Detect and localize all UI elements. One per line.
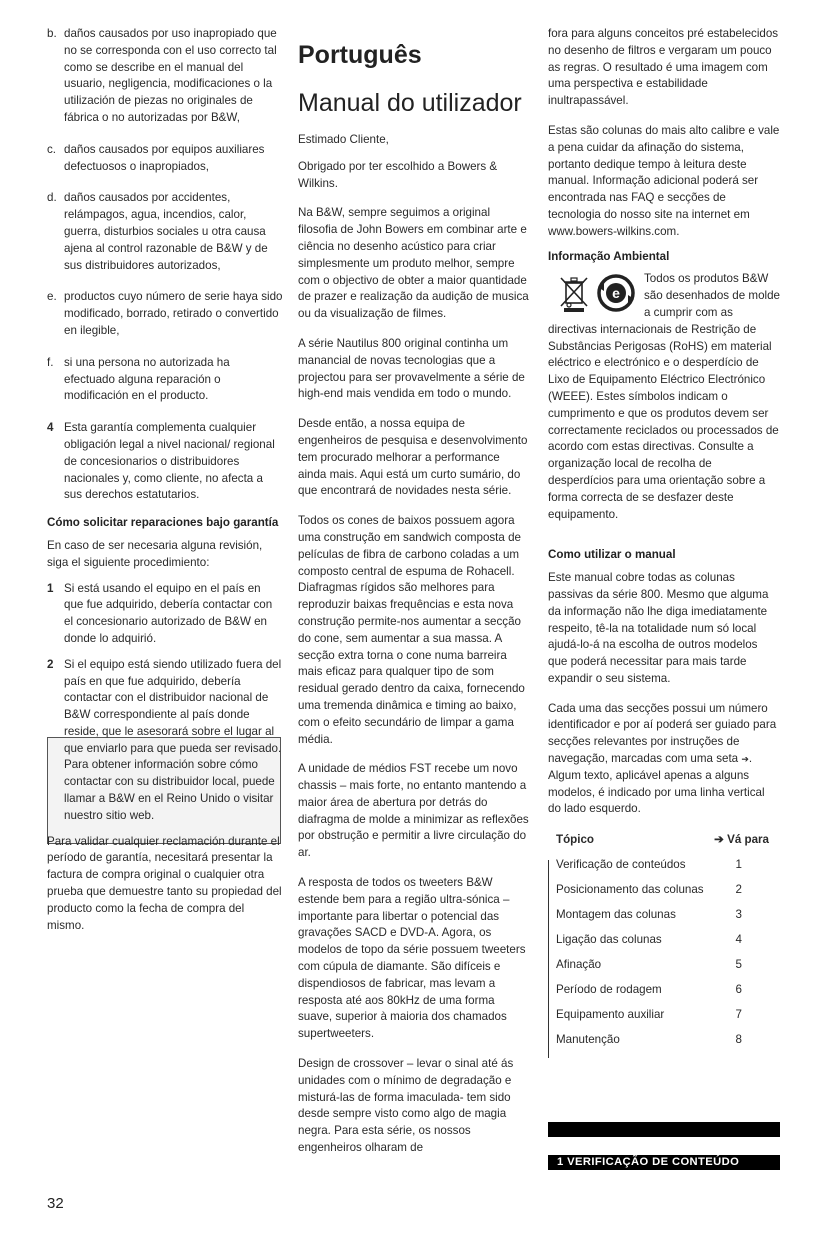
row-page: 6 [735, 983, 742, 997]
table-row [548, 982, 780, 1007]
list-item [47, 26, 283, 127]
row-page: 8 [735, 1033, 742, 1047]
list-label: c. [47, 142, 57, 156]
row-page: 1 [735, 858, 742, 872]
row-page: 3 [735, 908, 742, 922]
paragraph: Estimado Cliente, [298, 133, 389, 146]
section-heading [548, 1155, 780, 1170]
list-text: Esta garantía complementa cualquier obligación legal a nivel nacional/ regional de concesionarios o distribuidores nacionales y, como cliente, no afecta a sus derechos estatutarios. [64, 421, 275, 502]
paragraph: A unidade de médios FST recebe um novo chassis – mais forte, no entanto mantendo a maior área de abertura por detrás do diafragma de molde a minimizar as reflexões por obstrução e permitir a livre circulação do ar. [298, 762, 529, 860]
row-page: 5 [735, 958, 742, 972]
section-heading-text: 1 VERIFICAÇÃO DE CONTEÚDO [557, 1156, 740, 1168]
row-topic: Afinação [556, 958, 602, 972]
list-label: e. [47, 290, 57, 304]
table-header [548, 832, 780, 857]
list-item [47, 420, 283, 504]
list-text: Si está usando el equipo en el país en que fue adquirido, debería contactar con el concesionario autorizado de B&W en donde lo adquirió. [64, 581, 273, 645]
list-label: 1 [47, 581, 54, 595]
intro-paragraph: En caso de ser necesaria alguna revisión, siga el siguiente procedimiento: [47, 538, 263, 569]
list-item [47, 289, 283, 339]
list-item [47, 190, 283, 274]
list-label: 2 [47, 657, 54, 671]
paragraph: Na B&W, sempre seguimos a original filosofia de John Bowers em combinar arte e ciência no desenho acústico para criar simplesmente um produto melhor, sempre com o objectivo de obter a maior quantidade de prazer e realização da audição de musica ou da visualização de filmes. [298, 206, 529, 321]
vertical-rule [548, 860, 549, 1058]
table-row [548, 932, 780, 957]
paragraph: Este manual cobre todas as colunas passivas da série 800. Mesmo que alguma da informação não lhe diga imediatamente respeito, tê-la na totalidade num só local ajudá-lo-á na escolha de outros modelos que poderá necessitar para mais tarde expandir o seu sistema. [548, 571, 769, 685]
environment-section [548, 271, 780, 523]
table-row [548, 857, 780, 882]
list-label: 4 [47, 421, 54, 435]
row-topic: Período de rodagem [556, 983, 662, 997]
table-row [548, 1032, 780, 1057]
manual-title: Manual do utilizador [298, 89, 522, 117]
list-text: productos cuyo número de serie haya sido modificado, borrado, retirado o convertido en ilegible, [64, 290, 283, 337]
page-number: 32 [47, 1195, 64, 1212]
table-row [548, 957, 780, 982]
arrow-icon: ➔ [741, 754, 749, 765]
table-row [548, 1007, 780, 1032]
paragraph: fora para alguns conceitos pré estabelecidos no desenho de filtros e vergaram um pouco as regras. O resultado é uma imagem com uma perspectiva e estabilidade inultrapassável. [548, 27, 779, 108]
list-text: daños causados por equipos auxiliares defectuosos o inapropiados, [64, 142, 265, 173]
row-page: 2 [735, 883, 742, 897]
closing-paragraph: Para validar cualquier reclamación durante el período de garantía, necesitará presentar la factura de compra original o cualquier otra prueba que demuestre tanto su propiedad del producto como la fecha de compra del mismo. [47, 834, 282, 932]
column-left [47, 26, 283, 947]
row-topic: Montagem das colunas [556, 908, 676, 922]
list-label: b. [47, 27, 57, 40]
list-text: daños causados por uso inapropiado que no se corresponda con el uso correcto tal como se describe en el manual del usuario, negligencia, modificaciones o la utilización de piezas no originales de fábrica o no autorizadas por B&W, [64, 27, 277, 124]
how-to-use-heading: Como utilizar o manual [548, 548, 676, 562]
row-topic: Posicionamento das colunas [556, 883, 704, 897]
environment-paragraph: Todos os produtos B&W são desenhados de molde a cumprir com as directivas internacionais de Restrição de Substâncias Perigosas (RoHS) em material eléctrico e electrónico e o desperdício de Lixo de Equipamento Eléctrico Electrónico (WEEE). Estes símbolos indicam o cumprimento e que os produtos devem ser correctamente reciclados ou processados de acordo com estas directivas. Consulte a organização local de recolha de desperdícios para uma orientação sobre a forma correcta de se desfazer deste equipamento. [548, 272, 781, 521]
column-header-topic: Tópico [556, 833, 594, 847]
list-item [47, 355, 283, 405]
list-label: f. [47, 355, 54, 369]
warranty-repair-heading: Cómo solicitar reparaciones bajo garantía [47, 516, 279, 530]
text-segment: Cada uma das secções possui um número identificador e por aí poderá ser guiado para secções relevantes por instruções de navegação, marcadas com uma seta [548, 701, 777, 766]
environment-heading: Informação Ambiental [548, 249, 670, 263]
list-item [47, 142, 283, 176]
list-item [47, 657, 283, 825]
compliance-icons [552, 271, 636, 315]
row-topic: Ligação das colunas [556, 933, 662, 947]
contents-table [548, 832, 780, 1057]
row-topic: Manutenção [556, 1033, 620, 1047]
weee-crossed-bin-icon [556, 273, 592, 313]
svg-text:e: e [612, 285, 620, 302]
e-recycling-mark-icon [596, 273, 636, 313]
list-text: Si el equipo está siendo utilizado fuera del país en que fue adquirido, debería contactar con el distribuidor nacional de B&W correspondiente al país donde reside, que le asesorará sobre el lugar al que enviarlo para que pueda ser revisado. Para obtener información sobre cómo contactar con su distribuidor local, puede llamar a B&W en el Reino Unido o visitar nuestro sitio web. [64, 657, 282, 822]
paragraph: Estas são colunas do mais alto calibre e vale a pena cuidar da afinação do sistema, portanto dedique tempo à leitura deste manual. Informação adicional poderá ser encontrada nas FAQ e secções de tecnologia do nosso site na internet em www.bowers-wilkins.com. [548, 123, 780, 238]
table-row [548, 907, 780, 932]
row-page: 7 [735, 1008, 742, 1022]
paragraph [548, 701, 780, 819]
black-divider-bar [548, 1122, 780, 1137]
language-title: Português [298, 41, 422, 69]
paragraph: Obrigado por ter escolhido a Bowers & Wilkins. [298, 159, 498, 190]
list-label: d. [47, 191, 57, 205]
list-item [47, 581, 283, 648]
table-row [548, 882, 780, 907]
row-topic: Verificação de conteúdos [556, 858, 686, 872]
paragraph: Design de crossover – levar o sinal até ás unidades com o mínimo de degradação e misturá-las de forma imaculada- tem sido desde sempre visto como algo de magia negra. Para esta série, os nossos engenheiros olharam de [298, 1057, 514, 1155]
paragraph: Desde então, a nossa equipa de engenheiros de pesquisa e desenvolvimento tem procurado melhorar a performance ainda mais. Aqui está um curto sumário, do que encontrará de novidades nesta série. [298, 417, 528, 498]
column-middle [298, 26, 530, 1170]
paragraph: A resposta de todos os tweeters B&W estende bem para a região ultra-sónica – importante para libertar o potencial das gravações SACD e DVD-A. Agora, os modelos de topo da série possuem tweeters com cúpula de diamante. São difíceis e dispendiosos de fabricar, mas levam a resposta até aos 80kHz de uma forma suave, superior à maioria dos chamados supertweeters. [298, 876, 526, 1041]
paragraph: Todos os cones de baixos possuem agora uma construção em sandwich composta de películas de fibra de carbono coladas a um composto central de espuma de Rohacell. Diafragmas rígidos são melhores para reproduzir baixas frequências e esta nova construção permite-nos aumentar a secção do cone, sem aumentar a sua massa. A secção extra torna o cone numa barreira mais eficaz para qualquer tipo de som residual gerado dentro da caixa, fornecendo uma tremenda dinâmica e timing ao baixo, com o efeito secundário de limpar a gama média. [298, 514, 525, 746]
text-segment: . Algum texto, aplicável apenas a alguns modelos, é indicado por uma linha vertical do lado esquerdo. [548, 752, 765, 816]
row-topic: Equipamento auxiliar [556, 1008, 665, 1022]
column-header-goto: ➔ Vá para [714, 833, 769, 847]
paragraph: A série Nautilus 800 original continha um manancial de novas tecnologias que a projectou para ser provavelmente a série de high-end mais vendida em todo o mundo. [298, 336, 525, 401]
list-text: daños causados por accidentes, relámpagos, agua, incendios, calor, guerra, disturbios sociales u otra causa ajena al control razonable de B&W y de sus distribuidores autorizados, [64, 191, 268, 272]
row-page: 4 [735, 933, 742, 947]
list-text: si una persona no autorizada ha efectuado alguna reparación o modificación en el producto. [64, 355, 230, 403]
column-right [548, 26, 780, 1057]
